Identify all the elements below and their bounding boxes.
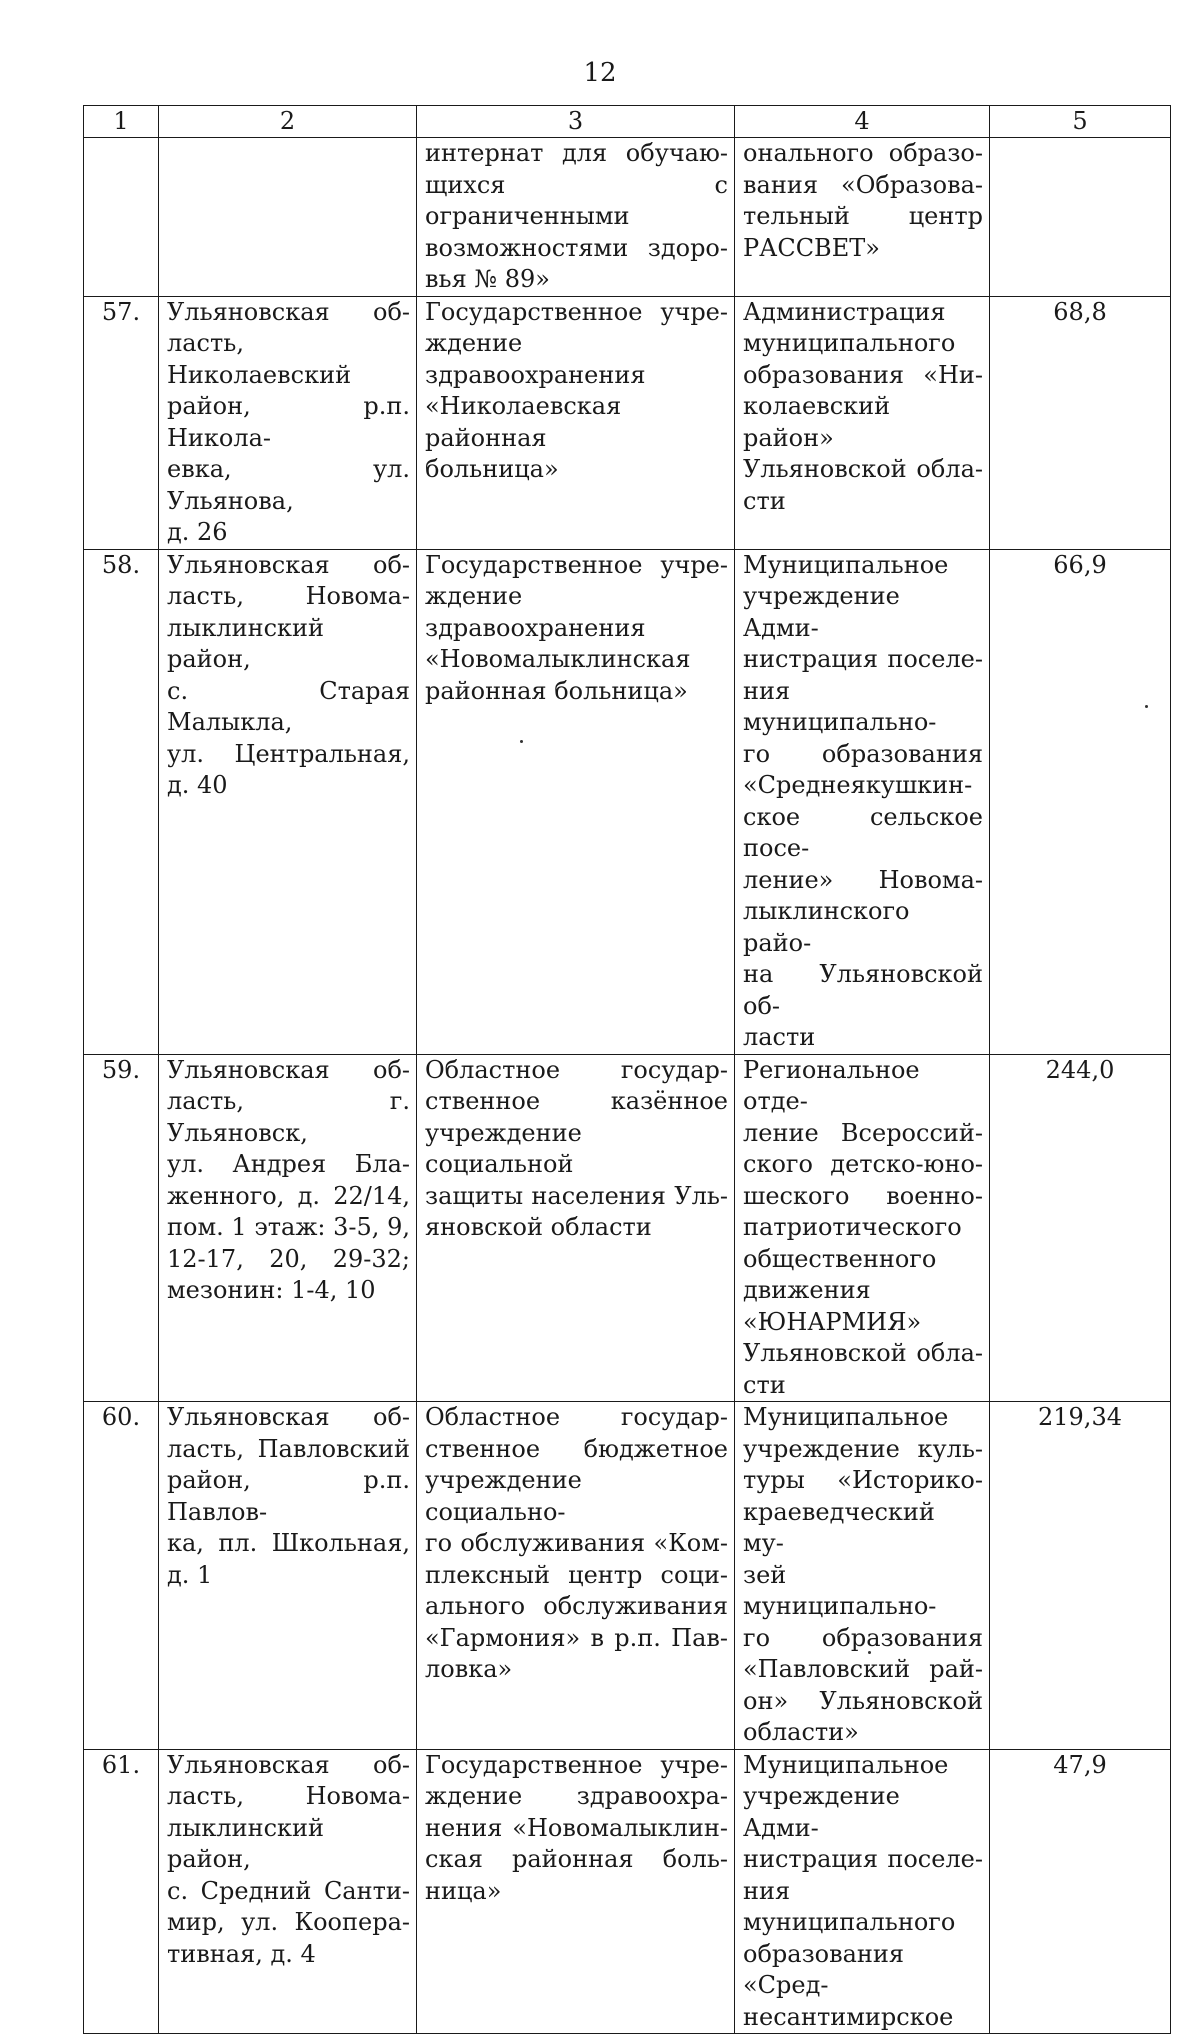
address-cell	[159, 1749, 417, 2034]
owner-line: на Ульяновской об-	[743, 960, 983, 1020]
organization-line: больница»	[425, 455, 559, 483]
area-value: 47,9	[990, 1749, 1171, 2034]
table-row	[84, 1054, 1171, 1402]
address-line: район, р.п. Павлов-	[167, 1466, 410, 1526]
address-line: Ульяновская об-	[167, 1403, 410, 1431]
owner-line: Муниципальное	[743, 1403, 949, 1431]
organization-line: районная больница»	[425, 676, 688, 705]
organization-line: ская районная боль-	[425, 1845, 728, 1873]
owner-cell	[735, 1402, 990, 1750]
column-number-3: 3	[417, 106, 735, 138]
organization-line: ждение здравоохранения	[425, 582, 646, 642]
organization-line: ственное бюджетное	[425, 1434, 728, 1463]
organization-line: ального обслуживания	[425, 1592, 728, 1620]
address-line: мир, ул. Коопера-	[167, 1908, 410, 1936]
address-cell	[159, 1402, 417, 1750]
organization-line: Государственное учре-	[425, 1750, 728, 1779]
address-line: ка, пл. Школьная,	[167, 1529, 410, 1557]
address-line: ул. Центральная,	[167, 739, 410, 768]
organization-line: ждение здравоохранения	[425, 329, 646, 389]
address-line: ласть, г. Ульяновск,	[167, 1087, 410, 1147]
address-line: мезонин: 1-4, 10	[167, 1276, 376, 1304]
owner-line: зей муниципально-	[743, 1560, 937, 1620]
owner-line: нистрация поселе-	[743, 1845, 983, 1873]
page-number: 12	[583, 58, 617, 88]
owner-line: го образования	[743, 739, 983, 768]
organization-line: Государственное учре-	[425, 297, 728, 326]
owner-line: несантимирское	[743, 2002, 954, 2031]
organization-line: вья № 89»	[425, 265, 550, 293]
address-cell	[159, 1054, 417, 1402]
owner-line: он» Ульяновской	[743, 1686, 983, 1715]
organization-line: ждение здравоохра-	[425, 1782, 728, 1810]
address-line: ул. Андрея Бла-	[167, 1150, 410, 1178]
registry-table	[83, 105, 1171, 2034]
organization-line: возможностями здоро-	[425, 233, 728, 262]
area-value: 244,0	[990, 1054, 1171, 1402]
owner-line: Администрация	[743, 297, 946, 326]
owner-line: ния муниципального	[743, 1876, 956, 1936]
owner-line: колаевский район»	[743, 392, 891, 452]
organization-line: го обслуживания «Ком-	[425, 1529, 728, 1557]
owner-line: образования «Ни-	[743, 360, 983, 389]
row-number: 60.	[84, 1402, 159, 1750]
row-number: 61.	[84, 1749, 159, 2034]
scan-speck	[868, 1651, 871, 1654]
address-line: Ульяновская об-	[167, 297, 410, 326]
row-number: 57.	[84, 296, 159, 549]
address-line: лыклинский район,	[167, 613, 325, 673]
owner-cell	[735, 296, 990, 549]
owner-line: Муниципальное	[743, 1750, 949, 1779]
organization-line: интернат для обучаю-	[425, 139, 728, 167]
row-number	[84, 138, 159, 297]
address-line: ласть, Николаевский	[167, 329, 352, 389]
owner-line: ского детско-юно-	[743, 1150, 983, 1178]
owner-line: ласти	[743, 1023, 816, 1051]
table-row	[84, 138, 1171, 297]
organization-line: ловка»	[425, 1655, 513, 1683]
organization-line: «Гармония» в р.п. Пав-	[425, 1623, 728, 1652]
owner-line: онального образо-	[743, 139, 983, 167]
address-line: тивная, д. 4	[167, 1939, 316, 1968]
row-number: 59.	[84, 1054, 159, 1402]
column-number-2: 2	[159, 106, 417, 138]
organization-line: учреждение социальной	[425, 1118, 582, 1178]
owner-line: ское сельское посе-	[743, 802, 983, 862]
organization-cell	[417, 138, 735, 297]
organization-line: нения «Новомалыклин-	[425, 1813, 728, 1842]
owner-line: тельный центр	[743, 202, 983, 230]
owner-line: образования «Сред-	[743, 1939, 905, 1999]
address-line: Ульяновская об-	[167, 1750, 410, 1779]
organization-line: Областное государ-	[425, 1055, 728, 1084]
column-number-4: 4	[735, 106, 990, 138]
column-number-5: 5	[990, 106, 1171, 138]
owner-line: Региональное отде-	[743, 1055, 920, 1115]
column-number-row	[84, 106, 1171, 138]
table-row	[84, 296, 1171, 549]
owner-line: ния муниципально-	[743, 676, 937, 736]
owner-cell	[735, 138, 990, 297]
organization-cell	[417, 549, 735, 1054]
owner-line: учреждение куль-	[743, 1434, 983, 1463]
address-line: Ульяновская об-	[167, 1055, 410, 1084]
owner-line: муниципального	[743, 329, 956, 357]
organization-line: ница»	[425, 1876, 502, 1905]
owner-line: «ЮНАРМИЯ»	[743, 1307, 922, 1336]
table-row	[84, 1402, 1171, 1750]
area-value: 219,34	[990, 1402, 1171, 1750]
owner-line: Муниципальное	[743, 550, 949, 579]
row-number: 58.	[84, 549, 159, 1054]
owner-line: го образования	[743, 1623, 983, 1652]
organization-line: Государственное учре-	[425, 550, 728, 579]
address-line: пом. 1 этаж: 3-5, 9,	[167, 1213, 410, 1241]
address-cell	[159, 138, 417, 297]
address-line: лыклинский район,	[167, 1813, 325, 1873]
scan-speck	[520, 740, 523, 743]
address-line: ласть, Новома-	[167, 1782, 410, 1810]
organization-line: «Николаевская районная	[425, 392, 622, 452]
owner-line: «Павловский рай-	[743, 1655, 983, 1683]
table-row	[84, 1749, 1171, 2034]
owner-line: патриотического	[743, 1213, 962, 1241]
area-value	[990, 138, 1171, 297]
address-line: район, р.п. Никола-	[167, 392, 410, 452]
owner-line: лыклинского райо-	[743, 897, 910, 957]
owner-line: области»	[743, 1718, 859, 1746]
organization-line: защиты населения Уль-	[425, 1181, 728, 1210]
organization-line: «Новомалыклинская	[425, 645, 691, 673]
owner-line: сти	[743, 486, 786, 515]
owner-line: движения	[743, 1276, 871, 1304]
owner-cell	[735, 1749, 990, 2034]
owner-line: учреждение Адми-	[743, 1782, 900, 1842]
address-line: евка, ул. Ульянова,	[167, 455, 410, 515]
address-cell	[159, 549, 417, 1054]
address-line: Ульяновская об-	[167, 550, 410, 579]
owner-line: краеведческий му-	[743, 1497, 935, 1557]
organization-cell	[417, 1402, 735, 1750]
owner-line: ление» Новома-	[743, 865, 983, 894]
owner-line: Ульяновской обла-	[743, 455, 983, 483]
table-row	[84, 549, 1171, 1054]
owner-line: нистрация поселе-	[743, 645, 983, 673]
owner-line: учреждение Адми-	[743, 582, 900, 642]
organization-cell	[417, 296, 735, 549]
organization-cell	[417, 1054, 735, 1402]
address-line: женного, д. 22/14,	[167, 1181, 410, 1210]
owner-line: ление Всероссий-	[743, 1118, 983, 1147]
owner-line: Ульяновской обла-	[743, 1339, 983, 1367]
address-line: д. 40	[167, 771, 228, 799]
address-line: ласть, Павловский	[167, 1434, 410, 1463]
column-number-1: 1	[84, 106, 159, 138]
organization-line: яновской области	[425, 1213, 652, 1241]
area-value: 68,8	[990, 296, 1171, 549]
address-line: д. 1	[167, 1560, 213, 1589]
owner-line: «Среднеякушкин-	[743, 771, 973, 799]
owner-line: шеского военно-	[743, 1181, 983, 1210]
organization-line: учреждение социально-	[425, 1466, 582, 1526]
owner-line: туры «Историко-	[743, 1466, 983, 1494]
organization-cell	[417, 1749, 735, 2034]
organization-line: Областное государ-	[425, 1403, 728, 1431]
owner-line: сти	[743, 1370, 786, 1399]
owner-cell	[735, 549, 990, 1054]
address-line: с. Средний Санти-	[167, 1876, 410, 1905]
organization-line: ственное казённое	[425, 1087, 728, 1115]
address-line: 12-17, 20, 29-32;	[167, 1244, 410, 1273]
owner-line: общественного	[743, 1244, 937, 1273]
owner-line: вания «Образова-	[743, 170, 983, 199]
owner-line: РАССВЕТ»	[743, 233, 880, 262]
address-cell	[159, 296, 417, 549]
address-line: ласть, Новома-	[167, 582, 410, 610]
address-line: д. 26	[167, 518, 228, 546]
scan-speck	[1145, 705, 1148, 708]
address-line: с. Старая Малыкла,	[167, 676, 410, 736]
area-value: 66,9	[990, 549, 1171, 1054]
owner-cell	[735, 1054, 990, 1402]
organization-line: щихся с ограниченными	[425, 170, 728, 230]
organization-line: плексный центр соци-	[425, 1560, 728, 1589]
